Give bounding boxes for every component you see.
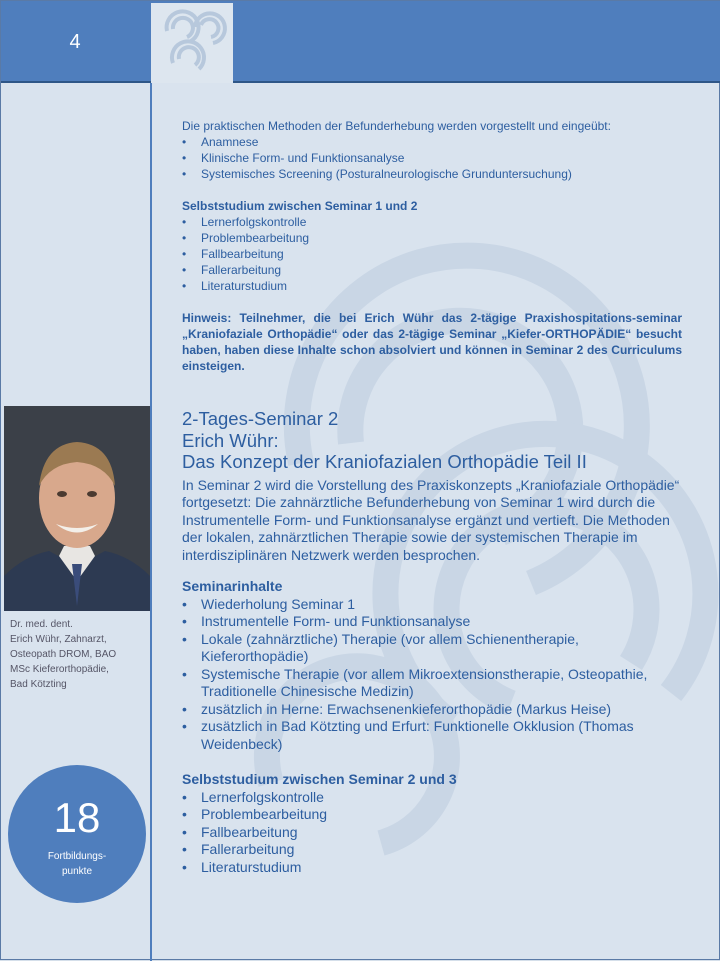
list-item: • Lernerfolgskontrolle (182, 214, 682, 230)
self-study-2-list (182, 789, 682, 877)
list-item: • zusätzlich in Herne: Erwachsenenkieferorthopädie (Markus Heise) (182, 701, 682, 719)
list-item: • Fallbearbeitung (182, 824, 682, 842)
list-item: • Fallerarbeitung (182, 841, 682, 859)
contents-title: Seminarinhalte (182, 578, 283, 594)
list-item: • Literaturstudium (182, 278, 682, 294)
list-item: • Problembearbeitung (182, 806, 682, 824)
logo (151, 3, 233, 83)
header-bar (1, 1, 720, 83)
caption-line: Dr. med. dent. (10, 619, 73, 630)
intro-lead: Die praktischen Methoden der Befunderhebung werden vorgestellt und eingeübt: (182, 119, 611, 133)
caption-line: Osteopath DROM, BAO (10, 649, 117, 660)
speaker-photo (4, 406, 150, 611)
caption-line: Erich Wühr, Zahnarzt, (10, 634, 107, 645)
self-study-1-list (182, 214, 682, 294)
self-study-2-title: Selbststudium zwischen Seminar 2 und 3 (182, 771, 457, 787)
seminar-description: In Seminar 2 wird die Vorstellung des Praxiskonzepts „Kraniofaziale Orthopädie“ fortgesetzt: Die zahnärztliche Befunderhebung von Seminar 1 wird durch die Instrumentelle Form- und Funktionsanalyse ergänzt und vertieft. Die Methoden der lokalen, zahnärztlichen Therapie sowie der systemischen Therapie im interdisziplinären Netzwerk werden besprochen. (182, 476, 680, 563)
list-item: • Fallerarbeitung (182, 262, 682, 278)
points-label: Fortbildungs- punkte (47, 851, 107, 877)
list-item: • Lernerfolgskontrolle (182, 789, 682, 807)
list-item: • Problembearbeitung (182, 230, 682, 246)
list-item: • Instrumentelle Form- und Funktionsanalyse (182, 613, 682, 631)
list-item: • Lokale (zahnärztliche) Therapie (vor allem Schienentherapie, Kieferorthopädie) (182, 631, 682, 666)
self-study-1-title: Selbststudium zwischen Seminar 1 und 2 (182, 199, 418, 213)
list-item: • Anamnese (182, 134, 682, 150)
contents-list (182, 596, 682, 754)
caption-line: MSc Kieferorthopädie, (10, 664, 109, 675)
list-item: • Literaturstudium (182, 859, 682, 877)
points-number: 18 (53, 794, 101, 841)
seminar-heading-3: Das Konzept der Kraniofazialen Orthopädie Teil II (182, 451, 587, 472)
main-content (182, 118, 682, 876)
points-badge (8, 765, 146, 903)
list-item: • zusätzlich in Bad Kötzting und Erfurt: Funktionelle Okklusion (Thomas Weidenbeck) (182, 718, 682, 753)
seminar-heading-1: 2-Tages-Seminar 2 (182, 408, 339, 429)
list-item: • Fallbearbeitung (182, 246, 682, 262)
seminar-heading-2: Erich Wühr: (182, 429, 279, 451)
speaker-caption (10, 617, 148, 692)
list-item: • Systemisches Screening (Posturalneurologische Grunduntersuchung) (182, 166, 682, 182)
note-paragraph: Hinweis: Teilnehmer, die bei Erich Wühr das 2-tägige Praxishospitations-seminar „Kraniofaziale Orthopädie“ oder das 2-tägige Seminar „Kiefer-ORTHOPÄDIE“ besucht haben, haben diese Inhalte schon absolviert und können in Seminar 2 des Curriculums einsteigen. (182, 311, 682, 373)
page-number: 4 (69, 30, 81, 53)
list-item: • Wiederholung Seminar 1 (182, 596, 682, 614)
swirl-logo-icon (151, 3, 233, 83)
caption-line: Bad Kötzting (10, 679, 67, 690)
list-item: • Klinische Form- und Funktionsanalyse (182, 150, 682, 166)
list-item: • Systemische Therapie (vor allem Mikroextensionstherapie, Osteopathie, Traditionelle Chinesische Medizin) (182, 666, 682, 701)
intro-list (182, 134, 682, 182)
